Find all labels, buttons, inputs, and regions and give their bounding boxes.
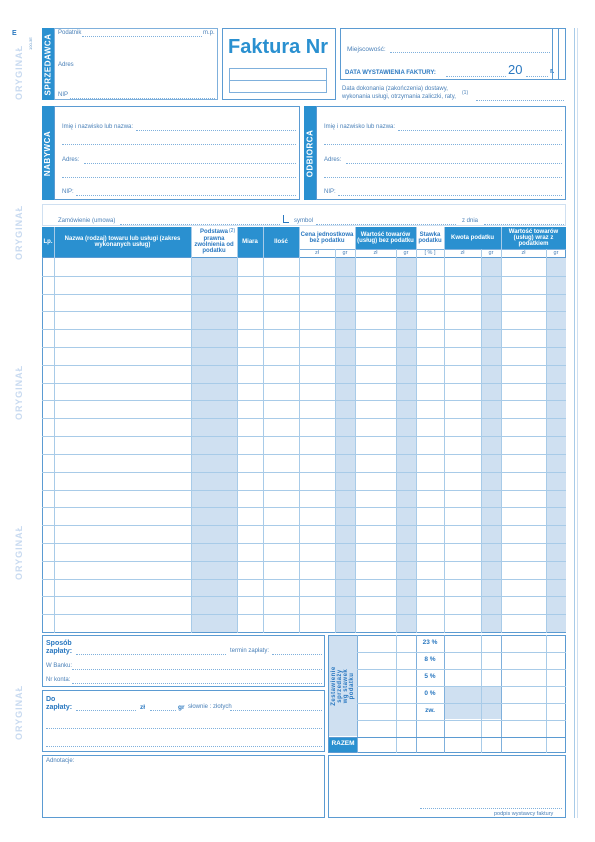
table-row[interactable] <box>42 418 566 436</box>
col-header-rate: Stawka podatku <box>416 227 444 249</box>
payment-account-label: Nr konta: <box>46 677 71 683</box>
delivery-footnote: (1) <box>462 90 469 96</box>
summary-rate-label: 0 % <box>424 690 436 697</box>
due-zl: zł <box>140 704 146 711</box>
table-row[interactable] <box>42 579 566 597</box>
due-box <box>42 690 325 752</box>
buyer-band: NABYWCA <box>42 106 54 200</box>
recipient-band: ODBIORCA <box>304 106 316 200</box>
summary-row-line <box>357 720 566 721</box>
payment-method-label: Sposób zapłaty: <box>46 640 73 655</box>
table-row[interactable] <box>42 347 566 365</box>
sub-zl-3: zł <box>460 250 465 256</box>
order-date-label: z dnia <box>462 218 479 224</box>
seller-nip-label: NIP <box>58 92 69 98</box>
sub-gr-3: gr <box>488 250 494 256</box>
summary-row-line <box>357 686 566 687</box>
recipient-box <box>316 106 566 200</box>
sub-zl-4: zł <box>521 250 526 256</box>
table-row[interactable] <box>42 294 566 312</box>
col-header-net-value: Wartość towarów (usług) bez podatku <box>355 227 416 249</box>
table-row[interactable] <box>42 614 566 632</box>
summary-row-line <box>357 703 566 704</box>
summary-rate-label: 8 % <box>424 656 436 663</box>
table-row[interactable] <box>42 472 566 490</box>
table-row[interactable] <box>42 543 566 561</box>
table-row[interactable] <box>42 507 566 525</box>
col-header-qty: Ilość <box>263 227 299 257</box>
table-row[interactable] <box>42 525 566 543</box>
margin-watermark-3: ORYGINAŁ <box>14 364 24 420</box>
buyer-name-label: Imię i nazwisko lub nazwa: <box>62 124 134 130</box>
signature-label: podpis wystawcy faktury <box>494 811 554 817</box>
summary-total-label: RAZEM <box>329 737 357 752</box>
summary-total-line <box>328 737 566 738</box>
table-row[interactable] <box>42 365 566 383</box>
col-header-name: Nazwa (rodzaj) towaru lub usługi (zakres wykonanych usług) <box>54 227 191 257</box>
order-label: Zamówienie (umowa) <box>58 218 116 224</box>
margin-watermark-1: ORYGINAŁ <box>14 44 24 100</box>
table-row[interactable] <box>42 490 566 508</box>
table-row[interactable] <box>42 454 566 472</box>
seller-taxpayer-label: Podatnik <box>58 30 82 36</box>
seller-band: SPRZEDAWCA <box>42 28 54 100</box>
seller-box <box>54 28 218 100</box>
recipient-nip-label: NIP: <box>324 189 336 195</box>
margin-watermark-4: ORYGINAŁ <box>14 524 24 580</box>
col-header-unit: Miara <box>237 227 263 257</box>
seller-address-label: Adres <box>58 62 74 68</box>
recipient-name-label: Imię i nazwisko lub nazwa: <box>324 124 396 130</box>
table-row[interactable] <box>42 276 566 294</box>
col-header-lp: Lp. <box>42 227 54 257</box>
sub-gr-1: gr <box>342 250 348 256</box>
sub-zl-1: zł <box>315 250 319 256</box>
summary-row-line <box>357 669 566 670</box>
table-row[interactable] <box>42 561 566 579</box>
sub-percent: [ % ] <box>424 250 436 256</box>
col-header-basis-note: (2) <box>229 228 236 234</box>
margin-watermark-2: ORYGINAŁ <box>14 204 24 260</box>
summary-band: Zestawienie sprzedaży wg stawek podatku <box>329 636 357 736</box>
order-symbol-label: symbol <box>294 218 314 224</box>
payment-term-label: termin zapłaty: <box>230 648 270 654</box>
table-row[interactable] <box>42 383 566 401</box>
buyer-address-label: Adres: <box>62 157 80 163</box>
payment-bank-label: W Banku: <box>46 663 73 669</box>
sub-gr-2: gr <box>403 250 409 256</box>
delivery-label-2: wykonania usługi, otrzymania zaliczki, raty, <box>342 94 456 100</box>
table-row[interactable] <box>42 400 566 418</box>
delivery-label-1: Data dokonania (zakończenia) dostawy, <box>342 86 448 92</box>
form-code: E <box>12 30 17 37</box>
recipient-address-label: Adres: <box>324 157 342 163</box>
due-gr: gr <box>178 704 185 711</box>
notes-label: Adnotacje: <box>46 758 75 764</box>
table-row[interactable] <box>42 436 566 454</box>
summary-rate-label: 5 % <box>424 673 436 680</box>
col-header-basis: Podstawa prawna zwolnienia od podatku <box>191 227 237 257</box>
table-row[interactable] <box>42 311 566 329</box>
seller-stamp-label: m.p. <box>203 30 215 36</box>
summary-rate-label: zw. <box>425 707 435 714</box>
margin-watermark-5: ORYGINAŁ <box>14 684 24 740</box>
notes-box <box>42 755 325 818</box>
buyer-nip-label: NIP: <box>62 189 74 195</box>
issue-year-suffix: r. <box>550 68 555 75</box>
col-header-gross-value: Wartość towarów (usług) wraz z podatkiem <box>501 227 566 249</box>
table-row[interactable] <box>42 258 566 276</box>
sub-gr-4: gr <box>553 250 559 256</box>
issue-year-prefix: 20 <box>508 62 523 77</box>
buyer-box <box>54 106 300 200</box>
col-header-unit-price: Cena jednostkowa bez podatku <box>299 227 355 249</box>
due-words-label: słownie : złotych <box>188 704 232 710</box>
sub-zl-2: zł <box>373 250 378 256</box>
summary-row-line <box>357 652 566 653</box>
place-label: Miejscowość: <box>347 46 386 53</box>
table-row[interactable] <box>42 329 566 347</box>
catalog-number: 100-3E <box>28 37 33 50</box>
issue-date-label: DATA WYSTAWIENIA FAKTURY: <box>345 70 436 76</box>
invoice-title: Faktura Nr <box>228 36 329 58</box>
summary-rate-label: 23 % <box>422 639 438 646</box>
col-header-tax-amount: Kwota podatku <box>444 227 501 249</box>
due-label: Do zapłaty: <box>46 696 73 711</box>
table-row[interactable] <box>42 596 566 614</box>
